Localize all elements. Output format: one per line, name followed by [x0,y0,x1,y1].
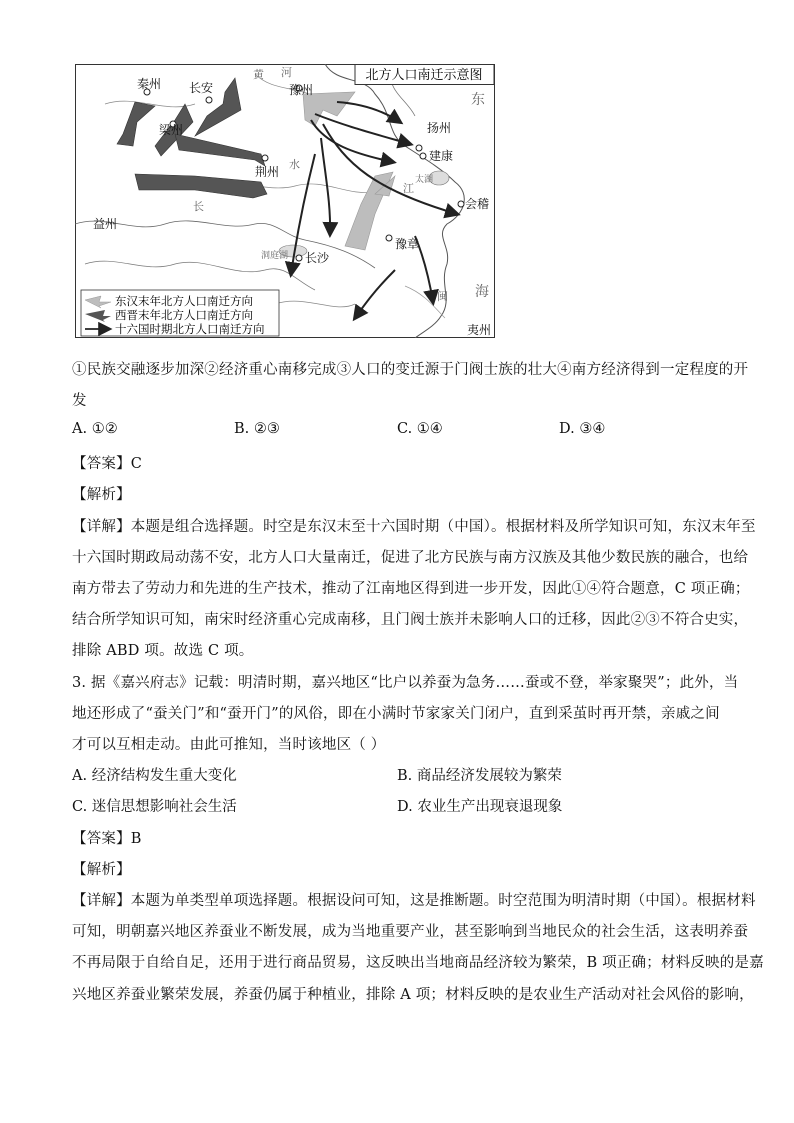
q3-detail-line: 可知，明朝嘉兴地区养蚕业不断发展，成为当地重要产业，甚至影响到当地民众的社会生活，这表明养蚕 [72,924,749,940]
city-changan: 长安 [189,81,214,95]
q3-option-b[interactable]: B. 商品经济发展较为繁荣 [397,768,562,784]
q3-option-a[interactable]: A. 经济结构发生重大变化 [72,768,237,784]
geo-min: 闽 [437,290,448,303]
geo-he: 河 [281,66,292,79]
q3-option-c[interactable]: C. 迷信思想影响社会生活 [72,799,237,815]
q3-analysis-label: 【解析】 [72,862,131,878]
city-yizhou: 益州 [93,217,118,231]
q3-stem-line: 地还形成了“蚕关门”和“蚕开门”的风俗，即在小满时节家家关门闭户，直到采茧时再开禁，亲戚之间 [72,706,720,722]
q3-answer: 【答案】B [72,831,142,847]
city-jingzhou: 荆州 [255,165,280,179]
q3-option-d[interactable]: D. 农业生产出现衰退现象 [397,799,563,815]
geo-dongtinghu: 洞庭湖 [261,251,289,261]
city-yuzhou: 豫州 [289,83,314,97]
q2-statements-line2: 发 [72,393,87,409]
q2-option-d[interactable]: D. ③④ [559,421,606,437]
geo-hai: 海 [475,284,489,300]
geo-shui: 水 [289,158,300,171]
city-qinzhou: 秦州 [137,77,162,91]
q2-detail-line: 【详解】本题是组合选择题。时空是东汉末至十六国时期（中国）。根据材料及所学知识可知，东汉末年至 [72,519,756,535]
q2-detail-line: 结合所学知识可知，南宋时经济重心完成南移，且门阀士族并未影响人口的迁移，因此②③不符合史实， [72,612,749,628]
q3-detail-line: 【详解】本题为单类型单项选择题。根据设问可知，这是推断题。时空范围为明清时期（中国）。根据材料 [72,893,756,909]
q2-detail-line: 排除 ABD 项。故选 C 项。 [72,643,254,659]
map-legend [81,290,279,336]
q3-detail-line: 不再局限于自给自足，还用于进行商品贸易，这反映出当地商品经济较为繁荣，B 项正确；材料反映的是嘉 [72,955,764,971]
q3-stem-line: 3. 据《嘉兴府志》记载：明清时期，嘉兴地区“比户以养蚕为急务……蚕或不登，举家聚哭”；此外，当 [72,675,739,691]
city-yizhou-taiwan: 夷州 [467,323,492,337]
city-jiankang: 建康 [429,149,454,163]
city-kuaiji: 会稽 [465,197,490,211]
q2-option-b[interactable]: B. ②③ [234,421,280,437]
q2-answer: 【答案】C [72,456,143,472]
legend-western-jin: 西晋末年北方人口南迁方向 [115,308,253,322]
q2-option-c[interactable]: C. ①④ [397,421,443,437]
geo-dong: 东 [471,92,485,108]
q3-stem-line: 才可以互相走动。由此可推知，当时该地区（ ） [72,737,386,753]
migration-map [75,64,495,338]
map-title: 北方人口南迁示意图 [365,68,483,83]
q2-detail-line: 南方带去了劳动力和先进的生产技术，推动了江南地区得到进一步开发，因此①④符合题意，C 项正确； [72,581,750,597]
geo-jiang: 江 [403,182,414,195]
city-liangzhou: 梁州 [159,123,184,137]
geo-taihu: 太湖 [415,175,434,185]
city-changsha: 长沙 [305,251,330,265]
q2-analysis-label: 【解析】 [72,487,131,503]
q3-detail-line: 兴地区养蚕业繁荣发展，养蚕仍属于种植业，排除 A 项；材料反映的是农业生产活动对社会风俗的影响， [72,987,754,1003]
q2-option-a[interactable]: A. ①② [72,421,118,437]
geo-huang: 黄 [253,68,264,81]
q2-statements-line1: ①民族交融逐步加深②经济重心南移完成③人口的变迁源于门阀士族的壮大④南方经济得到一定程度的开 [72,362,749,378]
legend-sixteen-kingdoms: 十六国时期北方人口南迁方向 [115,322,265,336]
legend-eastern-han: 东汉末年北方人口南迁方向 [115,294,253,308]
geo-chang: 长 [193,200,204,213]
q2-detail-line: 十六国时期政局动荡不安，北方人口大量南迁，促进了北方民族与南方汉族及其他少数民族的融合，也给 [72,550,749,566]
city-yuzhang: 豫章 [395,237,420,251]
city-yangzhou: 扬州 [427,121,452,135]
